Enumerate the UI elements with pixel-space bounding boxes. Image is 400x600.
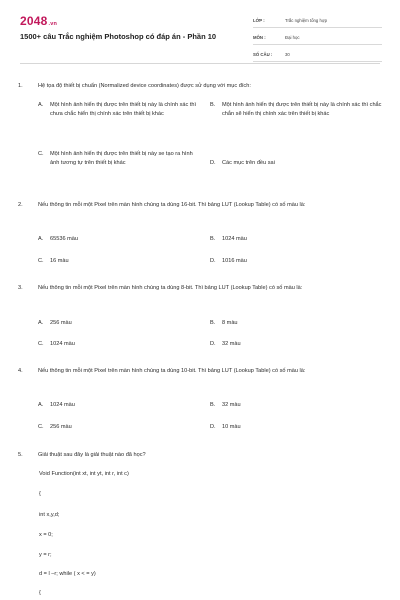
question-3-option-d[interactable] <box>210 340 382 349</box>
question-5 <box>18 451 382 460</box>
question-1-option-d[interactable] <box>210 159 382 168</box>
question-text: Hệ tọa độ thiết bị chuẩn (Normalized device coordinates) được sử dụng với mục đích: <box>38 83 251 89</box>
option-letter: D. <box>210 424 216 430</box>
option-letter: B. <box>210 320 216 326</box>
code-line: x = 0; <box>39 532 53 538</box>
site-logo[interactable] <box>20 14 57 28</box>
option-letter: B. <box>210 102 216 108</box>
question-3-option-a[interactable] <box>38 319 198 328</box>
option-letter: C. <box>38 258 44 264</box>
question-4 <box>18 367 382 376</box>
option-letter: B. <box>210 402 216 408</box>
option-letter: D. <box>210 341 216 347</box>
question-2-option-c[interactable] <box>38 257 198 266</box>
question-number: 2. <box>18 202 23 208</box>
option-text: Một hình ảnh hiển thị được trên thiết bị này se tạo ra hình ảnh tương tự trên thiết bị khác <box>50 151 193 167</box>
meta-row-subject <box>253 30 382 45</box>
question-text: Giải thuật sau đây là giải thuật nào đã học? <box>38 452 146 458</box>
meta-row-count <box>253 47 382 62</box>
option-text: 32 màu <box>222 341 241 347</box>
meta-label-class: LỚP : <box>253 17 265 23</box>
meta-label-subject: MÔN : <box>253 34 266 40</box>
question-4-option-c[interactable] <box>38 423 198 432</box>
meta-value-subject: Đại học <box>285 34 300 40</box>
code-line: Void Function(int xt, int yt, int r, int c) <box>39 471 129 477</box>
code-line: d = l –r; while ( x < = y) <box>39 571 96 577</box>
option-text: 1016 màu <box>222 258 247 264</box>
question-3-option-c[interactable] <box>38 340 198 349</box>
question-2 <box>18 201 382 210</box>
question-2-option-b[interactable] <box>210 235 382 244</box>
option-letter: B. <box>210 236 216 242</box>
logo-suffix: .vn <box>48 21 58 27</box>
header-divider <box>20 63 380 64</box>
meta-label-count: SỐ CÂU : <box>253 51 273 57</box>
option-text: Một hình ảnh hiển thị được trên thiết bị này là chính xác thì chắc chắn sẽ hiển thị chính xác trên thiết bị khác <box>222 102 382 118</box>
option-letter: A. <box>38 402 44 408</box>
question-2-option-d[interactable] <box>210 257 382 266</box>
option-text: 10 màu <box>222 424 241 430</box>
option-letter: A. <box>38 320 44 326</box>
question-1-option-a[interactable] <box>38 101 198 120</box>
question-number: 5. <box>18 452 23 458</box>
meta-info <box>253 13 382 64</box>
question-text: Nếu thông tin mỗi một Pixel trên màn hình chúng ta dùng 16-bit. Thì bảng LUT (Lookup Table) có số màu là: <box>38 202 306 208</box>
meta-value-count: 30 <box>285 51 290 57</box>
question-text: Nếu thông tin mỗi một Pixel trên màn hình chúng ta dùng 10-bit. Thì bảng LUT (Lookup Table) có số màu là: <box>38 368 306 374</box>
option-text: 1024 màu <box>50 402 75 408</box>
option-text: 256 màu <box>50 320 72 326</box>
question-3-option-b[interactable] <box>210 319 382 328</box>
option-text: 32 màu <box>222 402 241 408</box>
question-4-option-a[interactable] <box>38 401 198 410</box>
option-letter: D. <box>210 258 216 264</box>
code-line: { <box>39 590 41 596</box>
option-letter: C. <box>38 151 44 157</box>
logo-main: 2048 <box>20 14 48 28</box>
question-1-option-c[interactable] <box>38 150 198 169</box>
question-number: 1. <box>18 83 23 89</box>
option-text: 1024 màu <box>50 341 75 347</box>
code-line: { <box>39 491 41 497</box>
question-text: Nếu thông tin mỗi một Pixel trên màn hình chúng ta dùng 8-bit. Thì bảng LUT (Lookup Table) có số màu là: <box>38 285 303 291</box>
question-4-option-b[interactable] <box>210 401 382 410</box>
question-number: 3. <box>18 285 23 291</box>
option-letter: D. <box>210 160 216 166</box>
option-text: 8 màu <box>222 320 238 326</box>
option-letter: C. <box>38 424 44 430</box>
option-text: Các mục trên đều sai <box>222 160 275 166</box>
question-2-option-a[interactable] <box>38 235 198 244</box>
option-text: 256 màu <box>50 424 72 430</box>
document-title: 1500+ câu Trắc nghiệm Photoshop có đáp án - Phần 10 <box>20 32 217 41</box>
meta-value-class: Trắc nghiệm tổng hợp <box>285 17 328 23</box>
code-line: int x,y,d; <box>39 512 60 518</box>
question-number: 4. <box>18 368 23 374</box>
option-text: 16 màu <box>50 258 69 264</box>
option-letter: A. <box>38 102 44 108</box>
question-4-option-d[interactable] <box>210 423 382 432</box>
option-text: 65536 màu <box>50 236 78 242</box>
option-text: Một hình ảnh hiển thị được trên thiết bị này là chính xác thì chưa chắc hiển thị chính xác trên thiết bị khác <box>50 102 197 118</box>
question-1-option-b[interactable] <box>210 101 382 120</box>
meta-row-class <box>253 13 382 28</box>
question-1 <box>18 82 382 91</box>
page-header <box>0 0 400 60</box>
option-text: 1024 màu <box>222 236 247 242</box>
question-3 <box>18 284 382 293</box>
option-letter: C. <box>38 341 44 347</box>
code-line: y = r; <box>39 552 52 558</box>
option-letter: A. <box>38 236 44 242</box>
